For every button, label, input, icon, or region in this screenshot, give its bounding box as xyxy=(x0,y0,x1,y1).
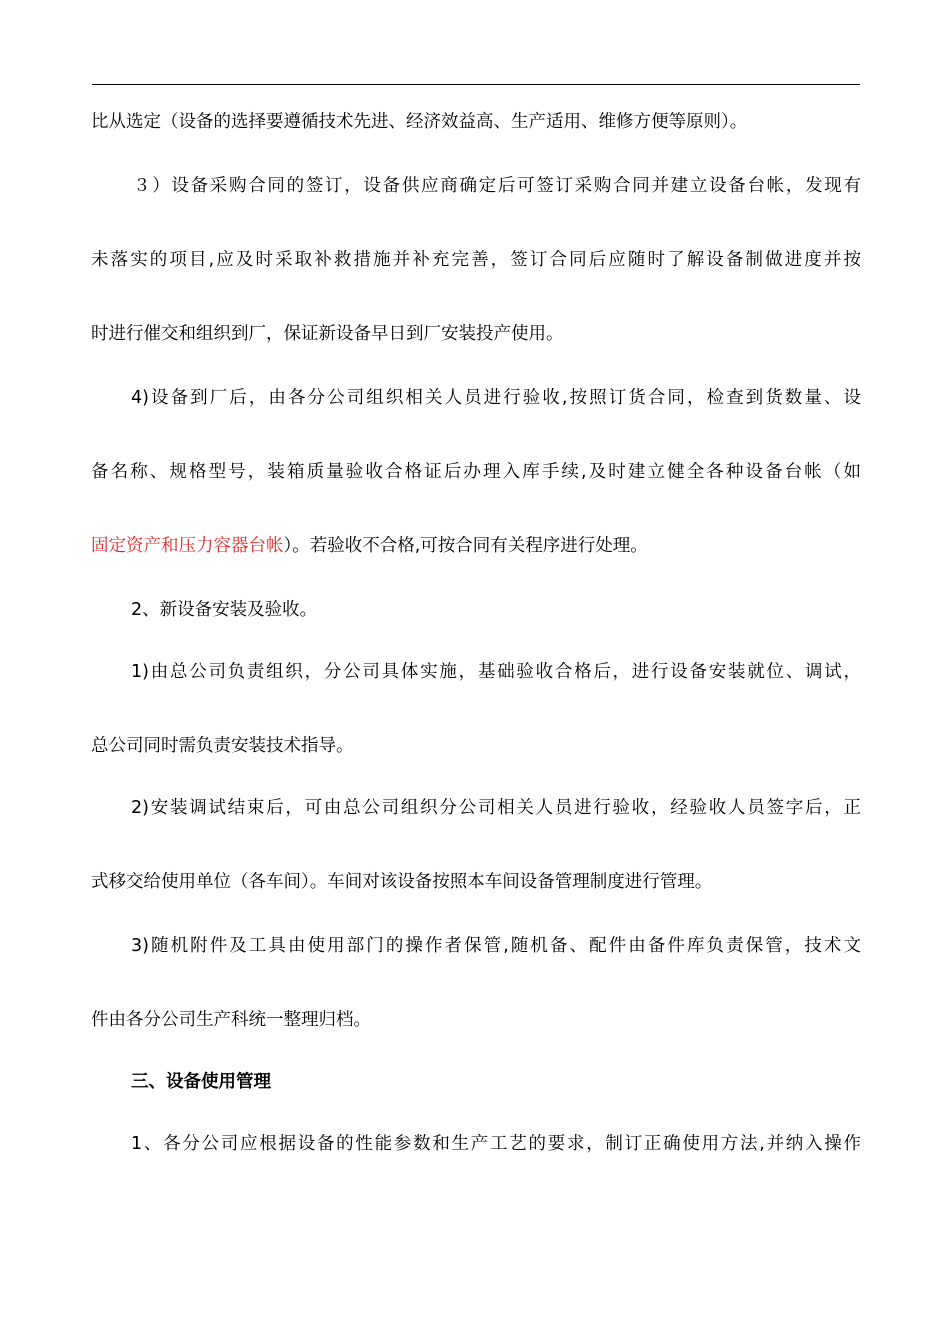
paragraph-text: ）。若验收不合格,可按合同有关程序进行处理。 xyxy=(283,536,648,556)
paragraph-line: 比从选定（设备的选择要遵循技术先进、经济效益高、生产适用、维修方便等原则）。 xyxy=(91,112,748,132)
paragraph-line: 4)设备到厂后，由各分公司组织相关人员进行验收,按照订货合同，检查到货数量、设 xyxy=(131,388,861,408)
paragraph-line: 2)安装调试结束后，可由总公司组织分公司相关人员进行验收，经验收人员签字后，正 xyxy=(131,798,861,818)
subsection-heading: 2、新设备安装及验收。 xyxy=(131,600,318,620)
paragraph-line: ３）设备采购合同的签订，设备供应商确定后可签订采购合同并建立设备台帐，发现有 xyxy=(133,176,861,196)
paragraph-line: 件由各分公司生产科统一整理归档。 xyxy=(91,1010,371,1030)
header-rule xyxy=(92,84,860,85)
paragraph-line: 时进行催交和组织到厂，保证新设备早日到厂安装投产使用。 xyxy=(91,324,564,344)
section-heading: 三、设备使用管理 xyxy=(131,1072,271,1092)
paragraph-line: 式移交给使用单位（各车间）。车间对该设备按照本车间设备管理制度进行管理。 xyxy=(91,872,713,892)
paragraph-line: 总公司同时需负责安装技术指导。 xyxy=(91,736,354,756)
paragraph-line xyxy=(91,534,861,558)
paragraph-line: 未落实的项目,应及时采取补救措施并补充完善，签订合同后应随时了解设备制做进度并按 xyxy=(91,250,861,270)
paragraph-line: 3)随机附件及工具由使用部门的操作者保管,随机备、配件由备件库负责保管，技术文 xyxy=(131,936,861,956)
paragraph-line: 1)由总公司负责组织，分公司具体实施，基础验收合格后，进行设备安装就位、调试， xyxy=(131,662,861,682)
paragraph-line: 备名称、规格型号，装箱质量验收合格证后办理入库手续,及时建立健全各种设备台帐（如 xyxy=(91,462,861,482)
highlighted-text: 固定资产和压力容器台帐 xyxy=(91,536,284,556)
paragraph-line: 1、各分公司应根据设备的性能参数和生产工艺的要求，制订正确使用方法,并纳入操作 xyxy=(131,1134,861,1154)
